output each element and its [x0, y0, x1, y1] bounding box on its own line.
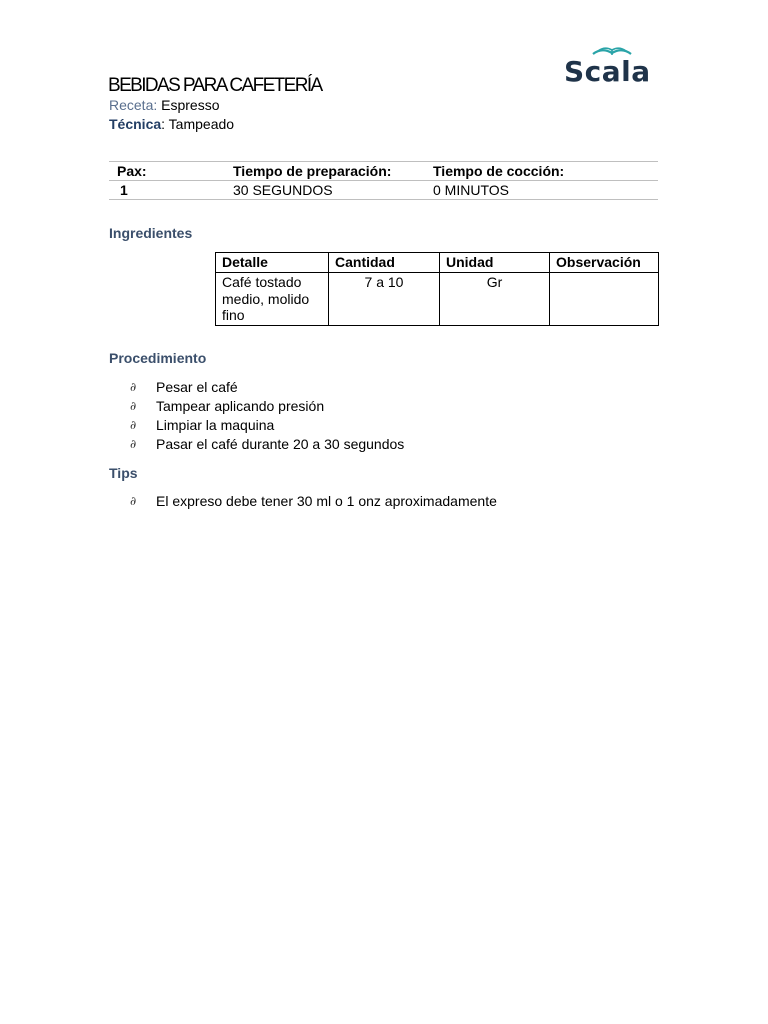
cook-time-value: 0 MINUTOS	[433, 182, 509, 198]
recipe-line	[109, 97, 220, 113]
technique-line	[109, 116, 234, 132]
col-observacion: Observación	[550, 253, 659, 273]
cook-time-header: Tiempo de cocción:	[433, 163, 565, 179]
step-text: Tampear aplicando presión	[156, 398, 325, 414]
ingredient-quantity: 7 a 10	[329, 273, 440, 326]
list-item	[130, 397, 404, 416]
step-text: Pasar el café durante 20 a 30 segundos	[156, 436, 405, 452]
times-value-row	[109, 181, 658, 200]
ingredient-unit: Gr	[440, 273, 550, 326]
procedure-heading: Procedimiento	[109, 350, 207, 366]
table-row	[216, 273, 659, 326]
document-title: BEBIDAS PARA CAFETERÍA	[108, 75, 322, 96]
col-unidad: Unidad	[440, 253, 550, 273]
pax-header: Pax:	[117, 163, 147, 179]
scala-logo	[560, 44, 652, 88]
times-table	[109, 161, 658, 200]
pax-value: 1	[120, 182, 128, 198]
list-item	[130, 378, 404, 397]
bullet-icon: ∂	[130, 399, 137, 413]
recipe-value: Espresso	[161, 97, 220, 113]
technique-label: Técnica	[109, 116, 162, 132]
times-header-row	[109, 162, 658, 181]
technique-value: : Tampeado	[161, 116, 235, 132]
step-text: Limpiar la maquina	[156, 417, 275, 433]
bullet-icon: ∂	[130, 494, 137, 508]
list-item	[130, 492, 497, 511]
prep-time-value: 30 SEGUNDOS	[233, 182, 333, 198]
tip-text: El expreso debe tener 30 ml o 1 onz aproximadamente	[156, 493, 497, 509]
bullet-icon: ∂	[130, 418, 137, 432]
prep-time-header: Tiempo de preparación:	[233, 163, 392, 179]
col-cantidad: Cantidad	[329, 253, 440, 273]
procedure-list	[130, 378, 404, 454]
tips-heading: Tips	[109, 465, 138, 481]
ingredient-observation	[550, 273, 659, 326]
list-item	[130, 435, 404, 454]
bullet-icon: ∂	[130, 437, 137, 451]
ingredient-detail: Café tostado medio, molido fino	[216, 273, 329, 326]
list-item	[130, 416, 404, 435]
bullet-icon: ∂	[130, 380, 137, 394]
ingredients-header-row	[216, 253, 659, 273]
step-text: Pesar el café	[156, 379, 238, 395]
ingredients-table	[215, 252, 659, 326]
ingredients-heading: Ingredientes	[109, 225, 193, 241]
logo-wordmark: Scala	[564, 55, 651, 88]
tips-list	[130, 492, 497, 511]
recipe-label: Receta:	[109, 97, 158, 113]
col-detalle: Detalle	[216, 253, 329, 273]
